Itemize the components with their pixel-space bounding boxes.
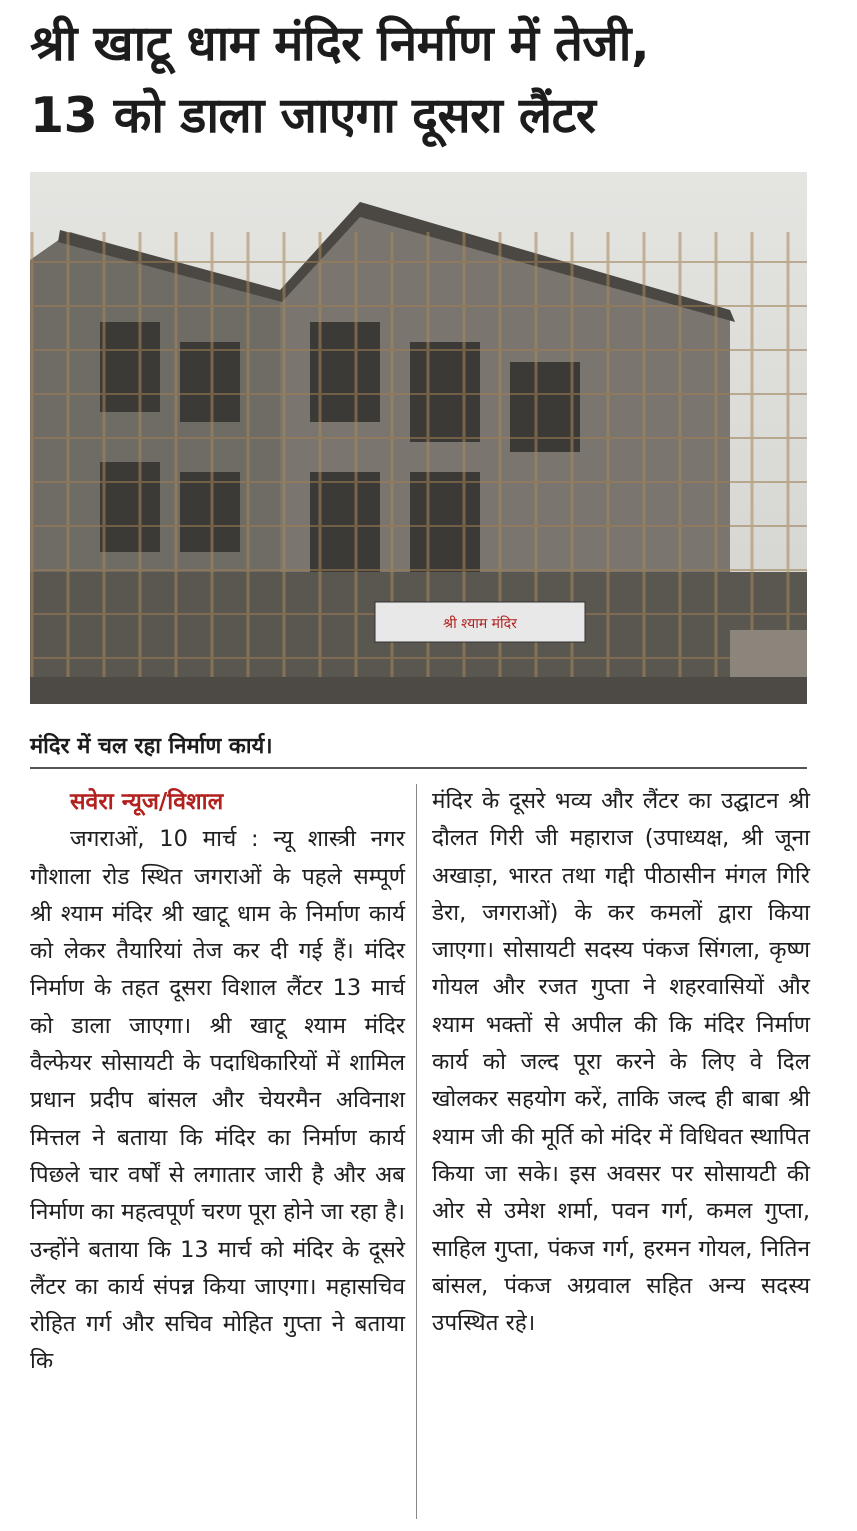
column-divider [416,784,417,1519]
sign-text: श्री श्याम मंदिर [443,616,517,632]
construction-site-photo [30,172,807,704]
headline-line-1: श्री खाटू धाम मंदिर निर्माण में तेजी, [30,15,650,72]
article-column-left [30,784,405,1381]
divider [30,767,807,769]
headline [30,8,830,152]
photo-caption: मंदिर में चल रहा निर्माण कार्य। [30,734,273,759]
byline: सवेरा न्यूज/विशाल [70,789,224,815]
article-body-right: मंदिर के दूसरे भव्य और लैंटर का उद्घाटन श्री दौलत गिरी जी महाराज (उपाध्यक्ष, श्री जूना अखाड़ा, भारत तथा गद्दी पीठासीन मंगल गिरि डेरा, जगराओं) के कर कमलों द्वारा किया जाएगा। सोसायटी सदस्य पंकज सिंगला, कृष्ण गोयल और रजत गुप्ता ने शहरवासियों और श्याम भक्तों से अपील की कि मंदिर निर्माण कार्य को जल्द पूरा करने के लिए वे दिल खोलकर सहयोग करें, ताकि जल्द ही बाबा श्री श्याम जी की मूर्ति को मंदिर में विधिवत स्थापित किया जा सके। इस अवसर पर सोसायटी की ओर से उमेश शर्मा, पवन गर्ग, कमल गुप्ता, साहिल गुप्ता, पंकज गर्ग, हरमन गोयल, नितिन बांसल, पंकज अग्रवाल सहित अन्य सदस्य उपस्थित रहे। [432,788,810,1337]
article-body-left: जगराओं, 10 मार्च : न्यू शास्त्री नगर गौशाला रोड स्थित जगराओं के पहले सम्पूर्ण श्री श्याम मंदिर श्री खाटू धाम के निर्माण कार्य को लेकर तैयारियां तेज कर दी गई हैं। मंदिर निर्माण के तहत दूसरा विशाल लैंटर 13 मार्च को डाला जाएगा। श्री खाटू श्याम मंदिर वैल्फेयर सोसायटी के पदाधिकारियों में शामिल प्रधान प्रदीप बांसल और चेयरमैन अविनाश मित्तल ने बताया कि मंदिर का निर्माण कार्य पिछले चार वर्षों से लगातार जारी है और अब निर्माण का महत्वपूर्ण चरण पूरा होने जा रहा है। उन्होंने बताया कि 13 मार्च को मंदिर के दूसरे लैंटर का कार्य संपन्न किया जाएगा। महासचिव रोहित गर्ग और सचिव मोहित गुप्ता ने बताया कि [30,826,405,1375]
headline-line-2: 13 को डाला जाएगा दूसरा लैंटर [30,87,596,144]
article-column-right [432,783,810,1342]
